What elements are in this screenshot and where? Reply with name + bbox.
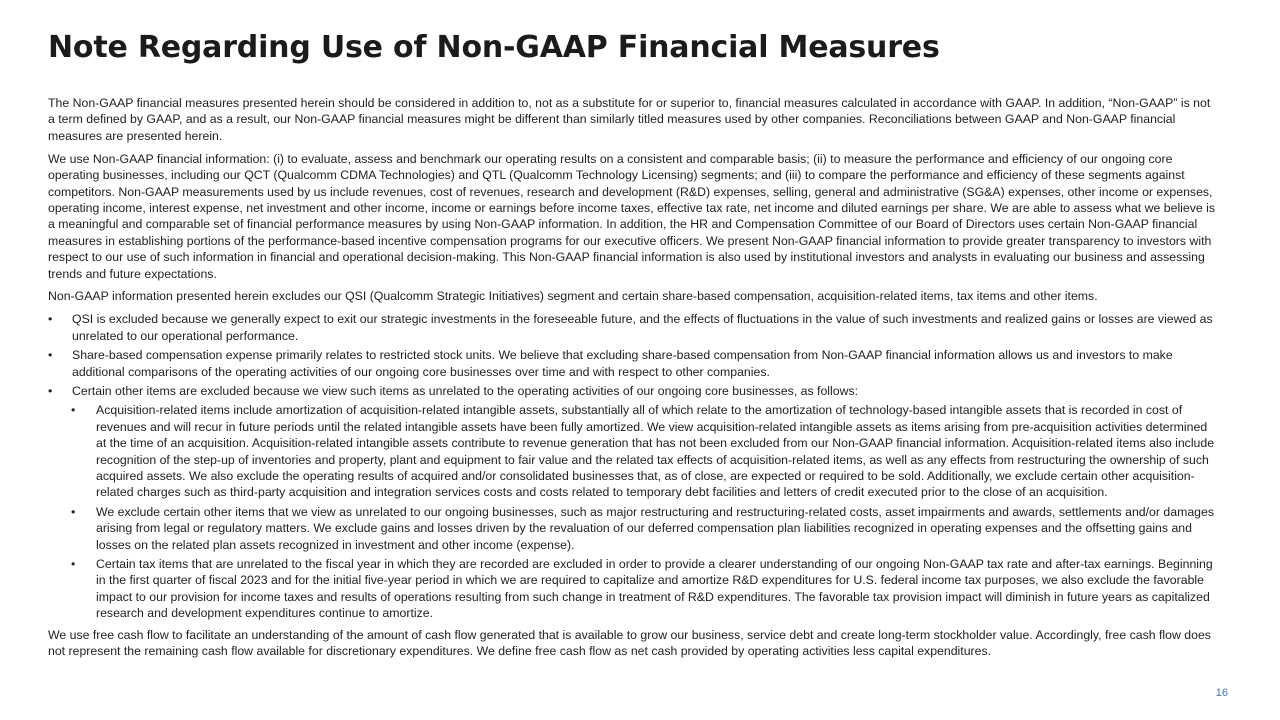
paragraph-free-cash-flow: We use free cash flow to facilitate an understanding of the amount of cash flow generated that is available to grow our business, service debt and create long-term stockholder value. Accordingly, free cash flow does not represent the remaining cash flow available for discretionary expenditures. We define free cash flow as net cash provided by operating activities less capital expenditures. — [48, 627, 1211, 659]
bullet-icon: • — [71, 504, 76, 519]
paragraph-usage: We use Non-GAAP financial information: (i) to evaluate, assess and benchmark our operating results on a consistent and comparable basis; (ii) to measure the performance and efficiency of our ongoing core operating businesses, including our QCT (Qualcomm CDMA Technologies) and QTL (Qualcomm Technology Licensing) segments; and (iii) to compare the performance and efficiency of these segments against competitors. Non-GAAP measurements used by us include revenues, cost of revenues, research and development (R&D) expenses, selling, general and administrative (SG&A) expenses, other income or expenses, operating income, interest expense, net investment and other income, income or earnings before income taxes, effective tax rate, net income and diluted earnings per share. We are able to assess what we believe is a meaningful and comparable set of financial performance measures by using Non-GAAP information. In addition, the HR and Compensation Committee of our Board of Directors uses certain Non-GAAP financial measures in establishing portions of the performance-based incentive compensation programs for our executive officers. We present Non-GAAP financial information to provide greater transparency to investors with respect to our use of such information in financial and operational decision-making. This Non-GAAP financial information is also used by institutional investors and analysts in evaluating our business and assessing trends and future expectations. — [48, 151, 1216, 281]
bullet-icon: • — [71, 557, 76, 572]
sub-list-item — [48, 556, 1216, 622]
sub-list-item-text: Acquisition-related items include amortization of acquisition-related intangible assets, substantially all of which relate to the amortization of technology-based intangible assets that is recorded in cost of revenues and will recur in future periods until the related intangible assets have been fully amortized. We view acquisition-related intangible assets as items arising from pre-acquisition activities determined at the time of an acquisition. Acquisition-related intangible assets contribute to revenue generation that has not been excluded from our Non-GAAP financial information. Acquisition-related items also include recognition of the step-up of inventories and property, plant and equipment to fair value and the related tax effects of acquisition-related items, as well as any effects from restructuring the ownership of such acquired assets. We also exclude the operating results of acquired and/or consolidated businesses that, as of close, are expected or required to be sold. Additionally, we exclude certain other acquisition-related charges such as third-party acquisition and integration services costs and costs related to temporary debt facilities and letters of credit executed prior to the close of an acquisition. — [96, 403, 1215, 500]
list-item-text: QSI is excluded because we generally expect to exit our strategic investments in the foreseeable future, and the effects of fluctuations in the value of such investments and realized gains or losses are viewed as unrelated to our operational performance. — [72, 312, 1213, 343]
bullet-list — [48, 311, 1216, 621]
sub-list-item — [48, 504, 1216, 553]
sub-list-item-text: Certain tax items that are unrelated to the fiscal year in which they are recorded are excluded in order to provide a clearer understanding of our ongoing Non-GAAP tax rate and after-tax earnings. Beginning in the first quarter of fiscal 2023 and for the initial five-year period in which we are required to capitalize and amortize R&D expenditures for U.S. federal income tax purposes, we also exclude the favorable impact to our provision for income taxes and results of operations resulting from such change in treatment of R&D expenditures. The favorable tax provision impact will diminish in future years as capitalized research and development expenditures continue to amortize. — [96, 557, 1213, 621]
paragraph-exclusions: Non-GAAP information presented herein excludes our QSI (Qualcomm Strategic Initiatives) segment and certain share-based compensation, acquisition-related items, tax items and other items. — [48, 289, 1098, 304]
page-title: Note Regarding Use of Non-GAAP Financial Measures — [48, 30, 940, 65]
sub-list-item — [48, 402, 1216, 500]
sub-list-item-text: We exclude certain other items that we view as unrelated to our ongoing businesses, such as major restructuring and restructuring-related costs, asset impairments and awards, settlements and/or damages arising from legal or regulatory matters. We exclude gains and losses driven by the revaluation of our deferred compensation plan liabilities recognized in operating expenses and the offsetting gains and losses on the related plan assets recognized in investment and other income (expense). — [96, 504, 1214, 552]
body-text — [48, 95, 1216, 666]
paragraph-intro: The Non-GAAP financial measures presented herein should be considered in addition to, not as a substitute for or superior to, financial measures calculated in accordance with GAAP. In addition, “Non-GAAP” is not a term defined by GAAP, and as a result, our Non-GAAP financial measures might be different than similarly titled measures used by other companies. Reconciliations between GAAP and Non-GAAP financial measures are presented herein. — [48, 96, 1211, 143]
list-item — [48, 347, 1216, 380]
bullet-icon: • — [48, 348, 53, 363]
list-item — [48, 383, 1216, 399]
list-item — [48, 311, 1216, 344]
list-item-text: Certain other items are excluded because we view such items as unrelated to the operating activities of our ongoing core businesses, as follows: — [72, 384, 859, 398]
list-item-text: Share-based compensation expense primarily relates to restricted stock units. We believe that excluding share-based compensation from Non-GAAP financial information allows us and investors to make additional comparisons of the operating activities of our ongoing core businesses over time and with respect to other companies. — [72, 348, 1173, 379]
bullet-icon: • — [48, 312, 53, 327]
bullet-icon: • — [48, 384, 53, 398]
bullet-icon: • — [71, 403, 76, 418]
page-number: 16 — [1215, 687, 1228, 699]
